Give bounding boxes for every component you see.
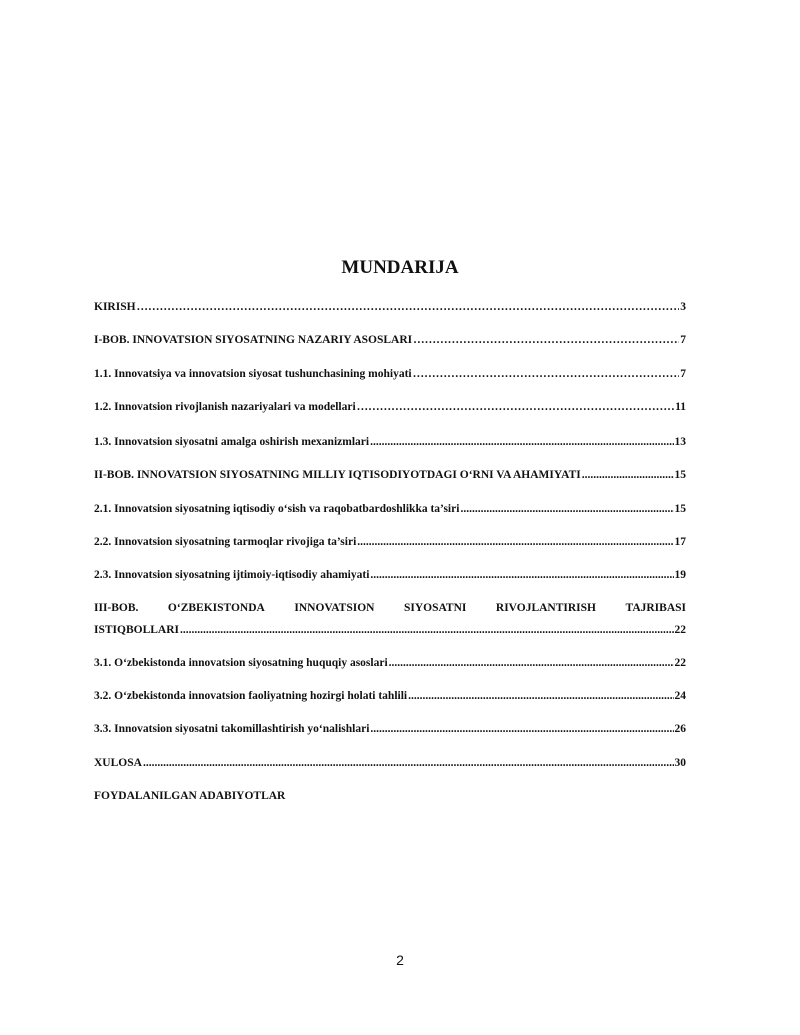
page-title: MUNDARIJA: [341, 257, 459, 278]
toc-entry-title: KIRISH: [94, 301, 136, 313]
toc-entry-kirish[interactable]: [94, 299, 686, 315]
toc-entry-title: 3.1. O‘zbekistonda innovatsion siyosatning huquqiy asoslari: [94, 657, 388, 669]
toc-entry-adabiyotlar[interactable]: [94, 788, 285, 804]
toc-entry-title: 3.3. Innovatsion siyosatni takomillashtirish yo‘nalishlari: [94, 723, 370, 735]
toc-entry-title: FOYDALANILGAN ADABIYOTLAR: [94, 790, 286, 802]
toc-leader-dots: [389, 655, 674, 671]
toc-word: INNOVATSION: [294, 602, 375, 614]
toc-leader-dots: [408, 688, 673, 704]
toc-entry-title: 2.1. Innovatsion siyosatning iqtisodiy o‘sish va raqobatbardoshlikka ta’siri: [94, 503, 460, 515]
toc-leader-dots: [460, 501, 673, 517]
toc-entry-title: ISTIQBOLLARI: [94, 624, 180, 636]
toc-leader-dots: [137, 299, 680, 315]
toc-leader-dots: [582, 467, 674, 483]
toc-entry-page: 15: [674, 469, 686, 481]
toc-entry-1-2[interactable]: [94, 399, 686, 415]
toc-leader-dots: [413, 332, 679, 348]
toc-word: SIYOSATNI: [403, 602, 467, 614]
toc-entry-page: 7: [680, 368, 686, 380]
toc-leader-dots: [357, 399, 674, 415]
toc-entry-chapter-2[interactable]: [94, 467, 686, 483]
toc-word: TAJRIBASI: [625, 602, 686, 614]
toc-leader-dots: [357, 534, 673, 550]
toc-entry-title: 1.3. Innovatsion siyosatni amalga oshirish mexanizmlari: [94, 436, 370, 448]
table-of-contents: [94, 0, 686, 1035]
toc-entry-page: 24: [674, 690, 686, 702]
toc-entry-2-3[interactable]: [94, 567, 686, 583]
toc-word: III-BOB.: [94, 602, 139, 614]
toc-entry-1-3[interactable]: [94, 434, 686, 450]
toc-entry-title: 1.1. Innovatsiya va innovatsion siyosat tushunchasining mohiyati: [94, 368, 412, 380]
toc-entry-chapter-1[interactable]: [94, 332, 686, 348]
toc-entry-3-1[interactable]: [94, 655, 686, 671]
toc-entry-3-2[interactable]: [94, 688, 686, 704]
toc-entry-page: 22: [674, 624, 686, 636]
toc-entry-page: 15: [674, 503, 686, 515]
toc-entry-xulosa[interactable]: [94, 755, 686, 771]
toc-entry-title-line1: [94, 600, 686, 616]
toc-entry-1-1[interactable]: [94, 366, 686, 382]
toc-entry-title-line2: [94, 622, 686, 638]
toc-entry-page: 11: [675, 401, 686, 413]
toc-entry-title: 3.2. O‘zbekistonda innovatsion faoliyatning hozirgi holati tahlili: [94, 690, 408, 702]
page-number: 2: [396, 952, 404, 968]
toc-entry-title: XULOSA: [94, 757, 142, 769]
toc-entry-title: 1.2. Innovatsion rivojlanish nazariyalari va modellari: [94, 401, 356, 413]
toc-leader-dots: [370, 567, 673, 583]
toc-entry-title: 2.2. Innovatsion siyosatning tarmoqlar rivojiga ta’siri: [94, 536, 357, 548]
toc-entry-title: I-BOB. INNOVATSION SIYOSATNING NAZARIY ASOSLARI: [94, 334, 413, 346]
toc-entry-3-3[interactable]: [94, 721, 686, 737]
toc-entry-title: II-BOB. INNOVATSION SIYOSATNING MILLIY IQTISODIYOTDAGI O‘RNI VA AHAMIYATI: [94, 469, 581, 481]
toc-entry-page: 3: [680, 301, 686, 313]
toc-leader-dots: [180, 622, 673, 638]
toc-entry-page: 13: [674, 436, 686, 448]
toc-entry-page: 17: [674, 536, 686, 548]
toc-entry-title: 2.3. Innovatsion siyosatning ijtimoiy-iqtisodiy ahamiyati: [94, 569, 370, 581]
toc-entry-page: 19: [674, 569, 686, 581]
toc-entry-chapter-3[interactable]: [94, 600, 686, 638]
toc-entry-2-1[interactable]: [94, 501, 686, 517]
toc-entry-page: 22: [674, 657, 686, 669]
toc-entry-page: 7: [680, 334, 686, 346]
toc-leader-dots: [143, 755, 674, 771]
toc-entry-page: 26: [674, 723, 686, 735]
toc-leader-dots: [413, 366, 680, 382]
toc-entry-page: 30: [674, 757, 686, 769]
toc-leader-dots: [370, 434, 673, 450]
toc-word: O‘ZBEKISTONDA: [167, 602, 265, 614]
toc-leader-dots: [370, 721, 673, 737]
toc-word: RIVOJLANTIRISH: [495, 602, 596, 614]
toc-entry-2-2[interactable]: [94, 534, 686, 550]
